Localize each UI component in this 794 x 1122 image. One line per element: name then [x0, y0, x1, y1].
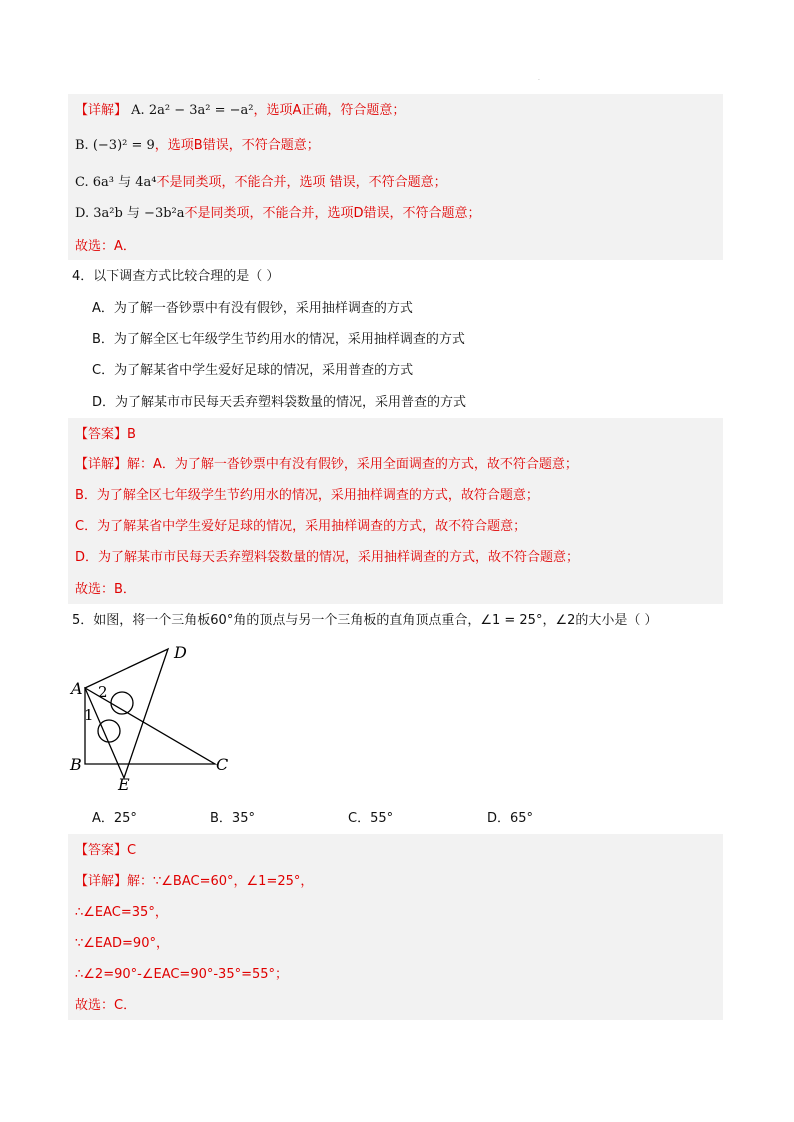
q5-option-d: D．65°: [487, 811, 534, 826]
q5-option-b: B．35°: [210, 811, 255, 826]
label-d: D: [174, 643, 187, 662]
triangle-hole-lower: [98, 720, 120, 742]
label-b: B: [70, 755, 82, 774]
q4-detail-line-5: 故选：B．: [75, 582, 136, 597]
question-4-stem: 4．以下调查方式比较合理的是（ ）: [72, 269, 280, 284]
detail-q3-line-b: B. (−3)² = 9，选项B错误，不符合题意；: [75, 138, 320, 153]
q4-detail-line-2: B．为了解全区七年级学生节约用水的情况，采用抽样调查的方式，故符合题意；: [75, 488, 539, 503]
label-angle-2: 2: [98, 683, 108, 701]
page-mark: ·: [538, 77, 540, 84]
q4-detail-line-4: D．为了解某市市民每天丢弃塑料袋数量的情况，采用抽样调查的方式，故不符合题意；: [75, 550, 580, 565]
label-angle-1: 1: [84, 706, 94, 724]
triangle-figure: [60, 640, 240, 795]
triangle-hole-upper: [111, 692, 133, 714]
q4-option-c: C．为了解某省中学生爱好足球的情况，采用普查的方式: [92, 363, 414, 378]
answer-block-q5: [68, 834, 723, 1020]
detail-q3-line-a: 【详解】 A. 2a² − 3a² = −a²，选项A正确，符合题意；: [75, 103, 406, 118]
q5-detail-line-1: 【详解】解：∵∠BAC=60°，∠1=25°，: [75, 874, 314, 889]
q5-answer: 【答案】C: [75, 843, 137, 858]
detail-q3-conclusion: 故选：A．: [75, 239, 136, 254]
q5-detail-line-3: ∵∠EAD=90°，: [75, 936, 169, 951]
q4-detail-line-3: C．为了解某省中学生爱好足球的情况，采用抽样调查的方式，故不符合题意；: [75, 519, 527, 534]
detail-q3-line-c: C. 6a³ 与 4a⁴不是同类项，不能合并，选项 错误，不符合题意；: [75, 175, 447, 190]
question-5-stem: 5．如图，将一个三角板60°角的顶点与另一个三角板的直角顶点重合，∠1 = 25°，∠2的大小是（ ）: [72, 613, 658, 628]
label-c: C: [216, 755, 229, 774]
q4-option-b: B．为了解全区七年级学生节约用水的情况，采用抽样调查的方式: [92, 332, 465, 347]
detail-q3-line-d: D. 3a²b 与 −3b²a不是同类项，不能合并，选项D错误，不符合题意；: [75, 206, 481, 221]
q5-option-c: C．55°: [348, 811, 394, 826]
q4-answer: 【答案】B: [75, 427, 136, 442]
q4-detail-line-1: 【详解】解：A．为了解一沓钞票中有没有假钞，采用全面调查的方式，故不符合题意；: [75, 457, 578, 472]
detail-label: 【详解】: [75, 103, 128, 118]
label-a: A: [71, 679, 83, 698]
q4-option-a: A．为了解一沓钞票中有没有假钞，采用抽样调查的方式: [92, 301, 413, 316]
answer-block-q4: [68, 418, 723, 604]
q4-option-d: D．为了解某市市民每天丢弃塑料袋数量的情况，采用普查的方式: [92, 395, 467, 410]
q5-detail-line-4: ∴∠2=90°-∠EAC=90°-35°=55°；: [75, 967, 289, 982]
q5-detail-line-5: 故选：C．: [75, 998, 137, 1013]
label-e: E: [118, 775, 130, 794]
q5-detail-line-2: ∴∠EAC=35°，: [75, 905, 168, 920]
q5-option-a: A．25°: [92, 811, 137, 826]
